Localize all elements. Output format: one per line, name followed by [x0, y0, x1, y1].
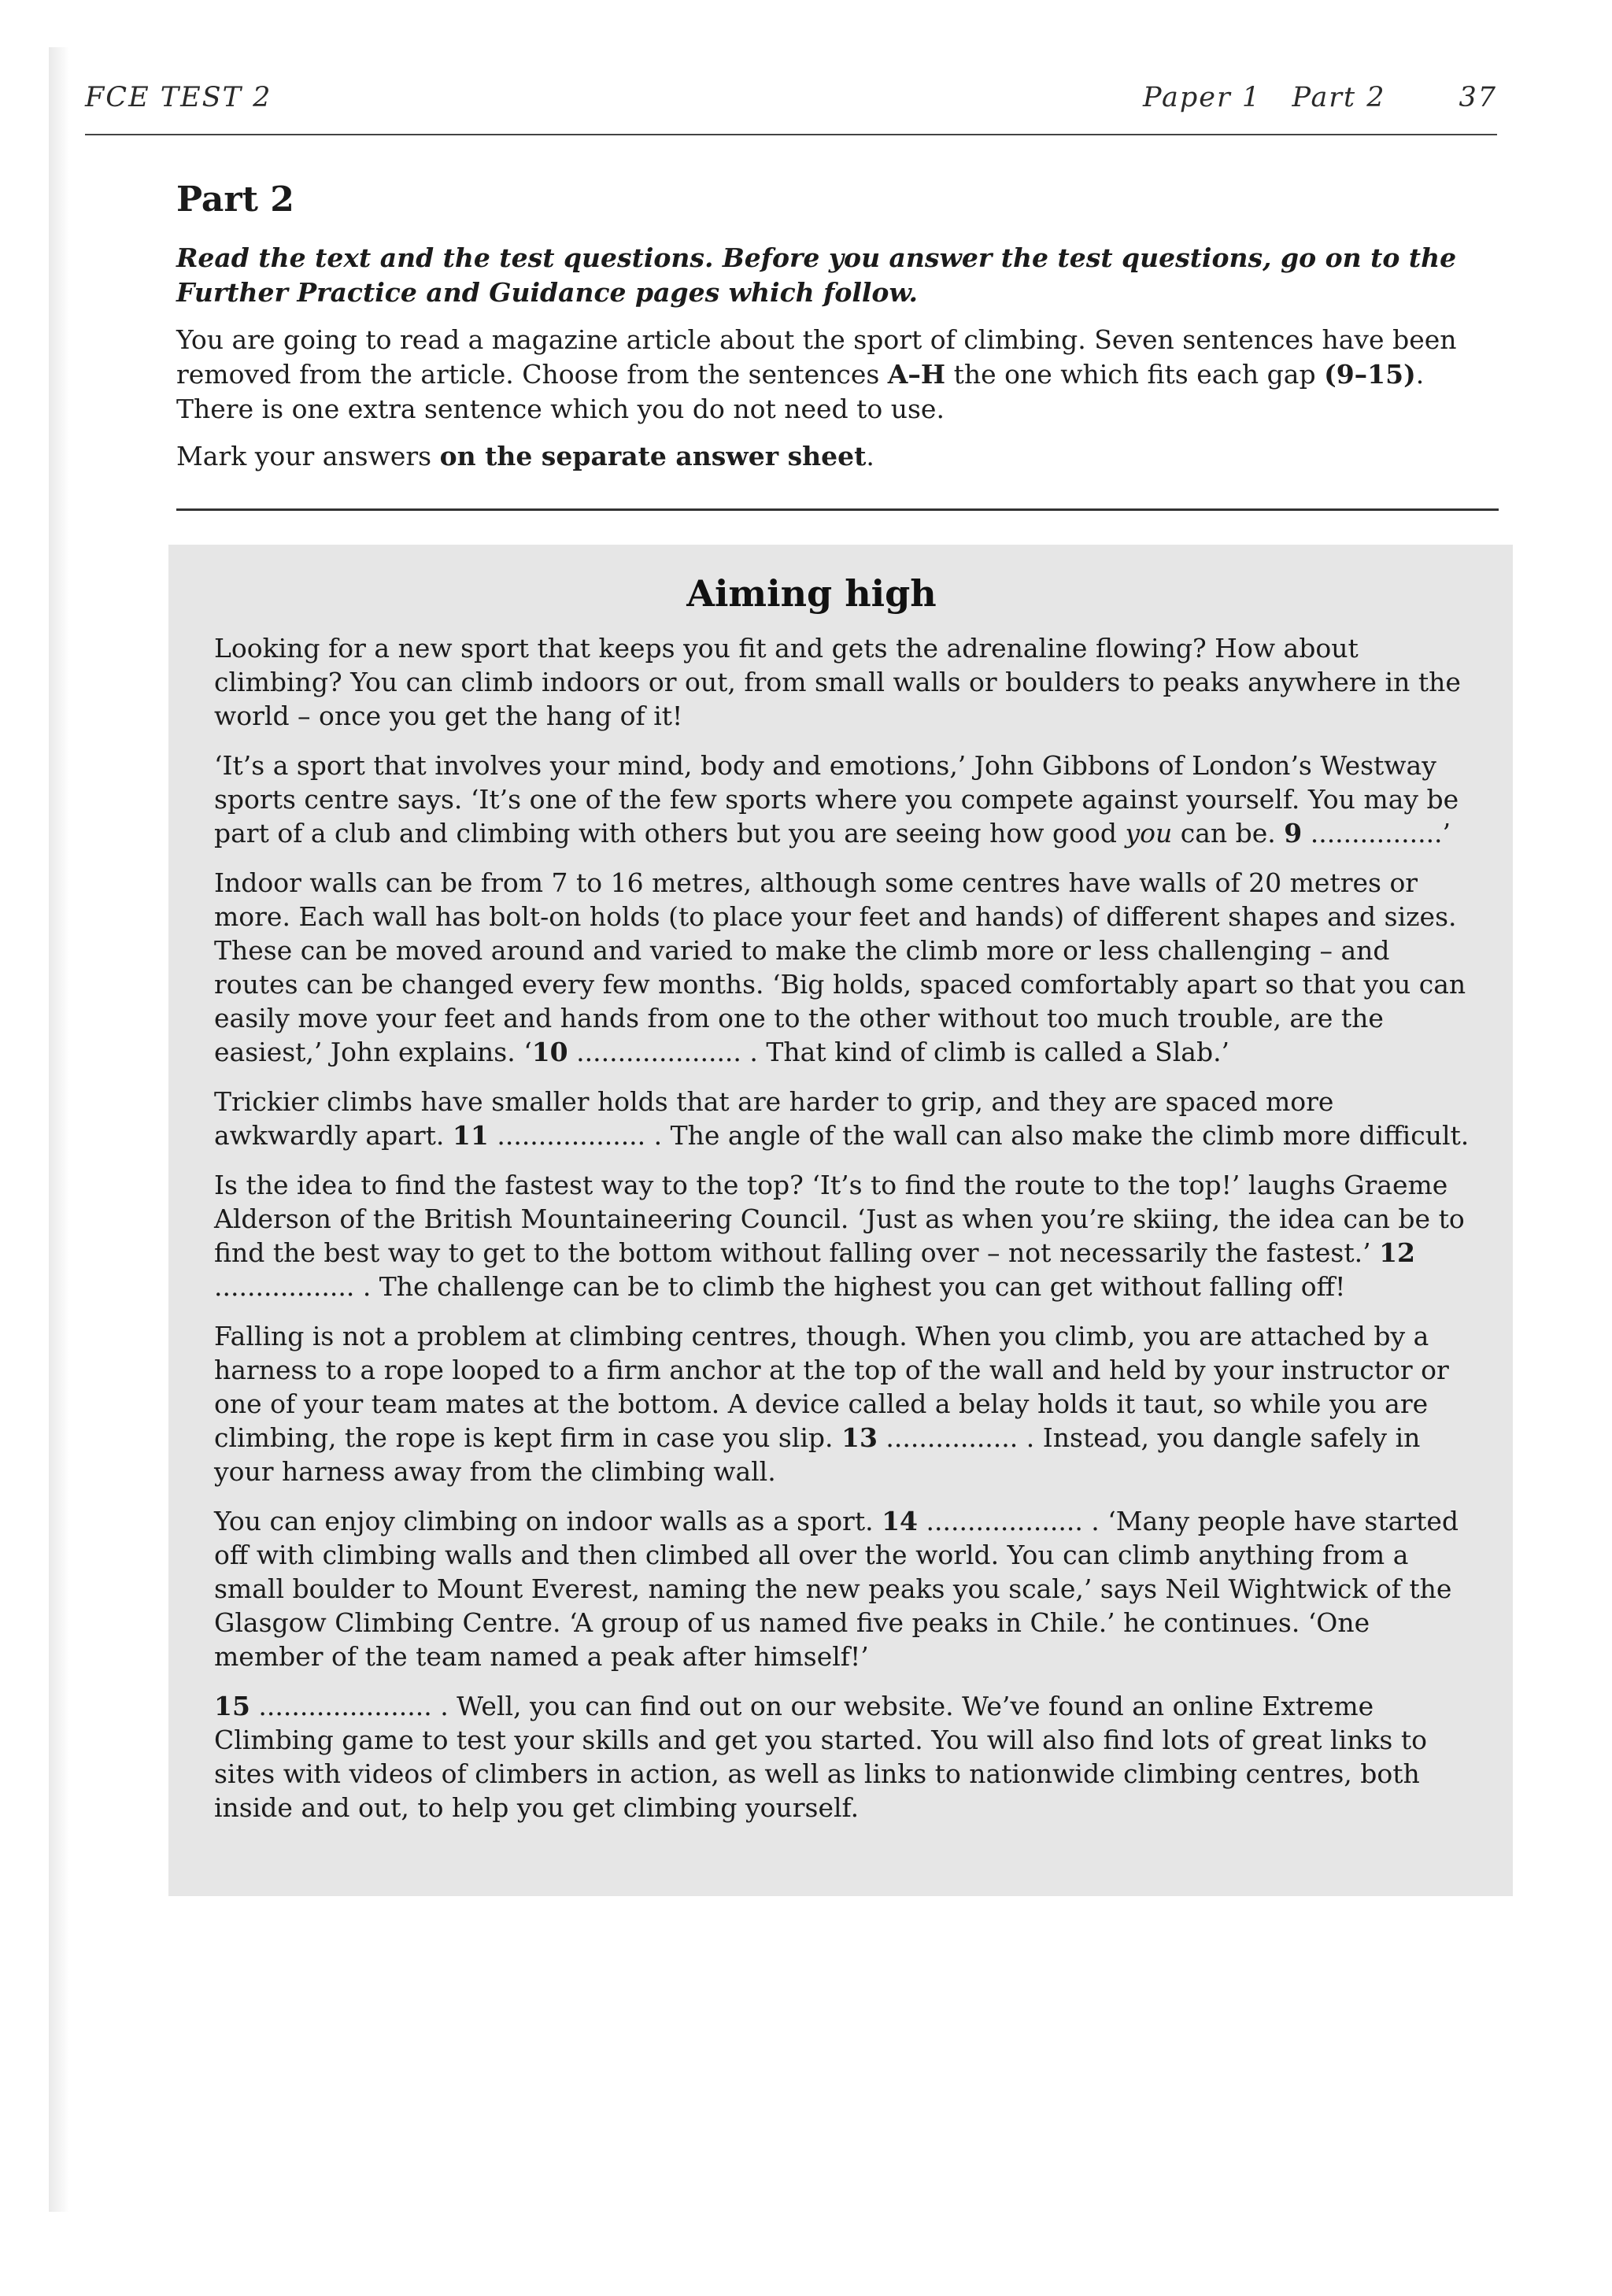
article-paragraph: Trickier climbs have smaller holds that are harder to grip, and they are spaced more awkwardly apart. 11 .................. . The angle of the wall can also make the climb more difficult.: [214, 1086, 1470, 1151]
gap-number: 13: [841, 1422, 878, 1453]
task-instruction: You are going to read a magazine article about the sport of climbing. Seven sentences have been removed from the article. Choose from the sentences A–H the one which fits each gap (9–15). There is one extra sentence which you do not need to use.: [176, 324, 1457, 424]
answer-gap: ..................... . Well, you can find out on our website. We’ve found an online Extreme Climbing game to test your skills and get you started. You will also find lots of great links to sites with videos of climbers in action, as well as links to nationwide climbing centres, both inside and out, to help you get climbing yourself.: [214, 1691, 1427, 1823]
article-paragraph: You can enjoy climbing on indoor walls as a sport. 14 ................... . ‘Many people have started off with climbing walls and then climbed all over the world. You can climb anything from a small boulder to Mount Everest, naming the new peaks you scale,’ says Neil Wightwick of the Glasgow Climbing Centre. ‘A group of us named five peaks in Chile.’ he continues. ‘One member of the team named a peak after himself!’: [214, 1506, 1459, 1672]
section-rule: [176, 508, 1499, 511]
article-paragraph: Indoor walls can be from 7 to 16 metres, although some centres have walls of 20 metres or more. Each wall has bolt-on holds (to place your feet and hands) of different shapes and sizes. These can be moved around and varied to make the climb more or less challenging – and routes can be changed every few months. ‘Big holds, spaced comfortably apart so that you can easily move your feet and hands from one to the other without too much trouble, are the easiest,’ John explains. ‘10 .................... . That kind of climb is called a Slab.’: [214, 867, 1466, 1067]
header-rule: [85, 134, 1497, 135]
answer-gap: .................... . That kind of climb is called a Slab.’: [568, 1037, 1230, 1067]
gap-number: 11: [452, 1120, 489, 1151]
answer-gap: ................... . ‘Many people have started off with climbing walls and then climbed all over the world. You can climb anything from a small boulder to Mount Everest, naming the new peaks you scale,’ says Neil Wightwick of the Glasgow Climbing Centre. ‘A group of us named five peaks in Chile.’ he continues. ‘One member of the team named a peak after himself!’: [214, 1506, 1459, 1672]
gap-number: 12: [1379, 1237, 1416, 1268]
gap-number: 14: [882, 1506, 919, 1536]
answer-gap: ................’: [1302, 818, 1451, 849]
answer-sheet-instruction: Mark your answers on the separate answer sheet.: [176, 441, 874, 471]
gap-number: 9: [1284, 818, 1303, 849]
gap-number: 15: [214, 1691, 250, 1721]
page-edge-shadow: [49, 47, 69, 2212]
instructions-block: [176, 176, 1475, 486]
page-number: 37: [1459, 82, 1497, 113]
article-panel: [168, 545, 1513, 1896]
running-header: [85, 82, 1497, 118]
part-title: Part 2: [176, 179, 294, 220]
section-label: Paper 1 Part 2: [1143, 82, 1386, 113]
article-paragraph: Is the idea to find the fastest way to the top? ‘It’s to find the route to the top!’ laughs Graeme Alderson of the British Mountaineering Council. ‘Just as when you’re skiing, the idea can be to find the best way to get to the bottom without falling over – not necessarily the fastest.’ 12 ................. . The challenge can be to climb the highest you can get without falling off!: [214, 1170, 1465, 1302]
book-title: FCE TEST 2: [85, 82, 272, 113]
answer-gap: .................. . The angle of the wall can also make the climb more difficult.: [488, 1120, 1470, 1151]
article-paragraph: ‘It’s a sport that involves your mind, body and emotions,’ John Gibbons of London’s Westway sports centre says. ‘It’s one of the few sports where you compete against yourself. You may be part of a club and climbing with others but you are seeing how good you can be. 9 ................’: [214, 750, 1459, 849]
answer-gap: ................. . The challenge can be to climb the highest you can get without falling off!: [214, 1271, 1346, 1302]
article-title: Aiming high: [686, 572, 937, 615]
gap-number: 10: [531, 1037, 568, 1067]
article-paragraph: Falling is not a problem at climbing centres, though. When you climb, you are attached by a harness to a rope looped to a firm anchor at the top of the wall and held by your instructor or one of your team mates at the bottom. A device called a belay holds it taut, so while you are climbing, the rope is kept firm in case you slip. 13 ................ . Instead, you dangle safely in your harness away from the climbing wall.: [214, 1321, 1449, 1487]
article-paragraph: [214, 1689, 1480, 1825]
article-paragraph: Looking for a new sport that keeps you fit and gets the adrenaline flowing? How about climbing? You can climb indoors or out, from small walls or boulders to peaks anywhere in the world – once you get the hang of it!: [214, 633, 1461, 731]
answer-gap: ................ . Instead, you dangle safely in your harness away from the climbing wall.: [214, 1422, 1421, 1487]
italic-instruction: Read the text and the test questions. Before you answer the test questions, go on to the Further Practice and Guidance pages which follow.: [176, 242, 1457, 308]
